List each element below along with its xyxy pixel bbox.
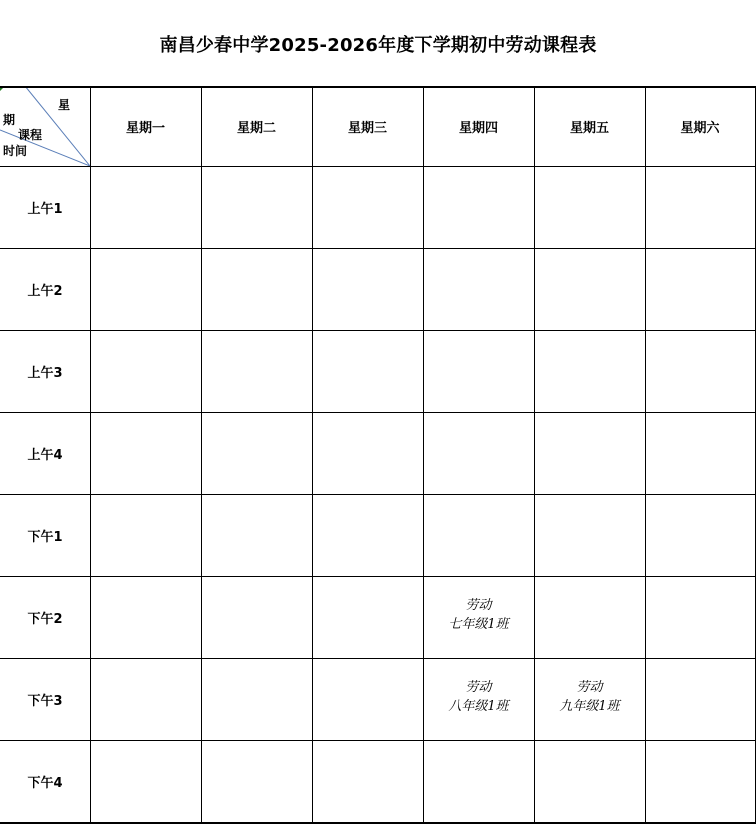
course-class: 七年级1班	[448, 617, 509, 632]
period-label: 下午2	[27, 611, 63, 627]
table-grid-line	[645, 86, 646, 823]
day-header: 星期二	[236, 120, 276, 136]
course-subject: 劳动	[576, 680, 603, 695]
page-title: 南昌少春中学2025-2026年度下学期初中劳动课程表	[159, 35, 597, 56]
period-label: 上午3	[27, 365, 63, 381]
table-grid-line	[0, 248, 756, 249]
course-subject: 劳动	[465, 598, 492, 613]
day-header: 星期三	[347, 120, 387, 136]
table-grid-line	[0, 412, 756, 413]
table-grid-line	[0, 330, 756, 331]
table-grid-line	[0, 166, 756, 167]
day-header: 星期六	[680, 120, 720, 136]
corner-label-week-2: 期	[3, 113, 16, 127]
course-cell	[423, 660, 534, 734]
table-grid-line	[0, 576, 756, 577]
period-label: 下午3	[27, 693, 63, 709]
course-cell	[423, 578, 534, 652]
table-grid-line	[90, 86, 91, 823]
day-header: 星期四	[458, 120, 498, 136]
table-grid-line	[312, 86, 313, 823]
period-label: 下午4	[27, 775, 63, 791]
table-grid-line	[0, 494, 756, 495]
course-class: 八年级1班	[448, 699, 509, 714]
table-grid-line	[201, 86, 202, 823]
table-grid-line	[0, 658, 756, 659]
corner-label-week-1: 星	[58, 98, 71, 112]
day-header: 星期五	[569, 120, 609, 136]
course-class: 九年级1班	[559, 699, 620, 714]
period-label: 上午2	[27, 283, 63, 299]
course-cell	[534, 660, 645, 734]
table-grid-line	[0, 740, 756, 741]
period-label: 上午1	[27, 201, 63, 217]
day-header: 星期一	[125, 120, 165, 136]
period-label: 上午4	[27, 447, 63, 463]
period-label: 下午1	[27, 529, 63, 545]
course-subject: 劳动	[465, 680, 492, 695]
corner-label-course: 课程	[18, 128, 43, 142]
corner-label-time: 时间	[3, 144, 28, 158]
